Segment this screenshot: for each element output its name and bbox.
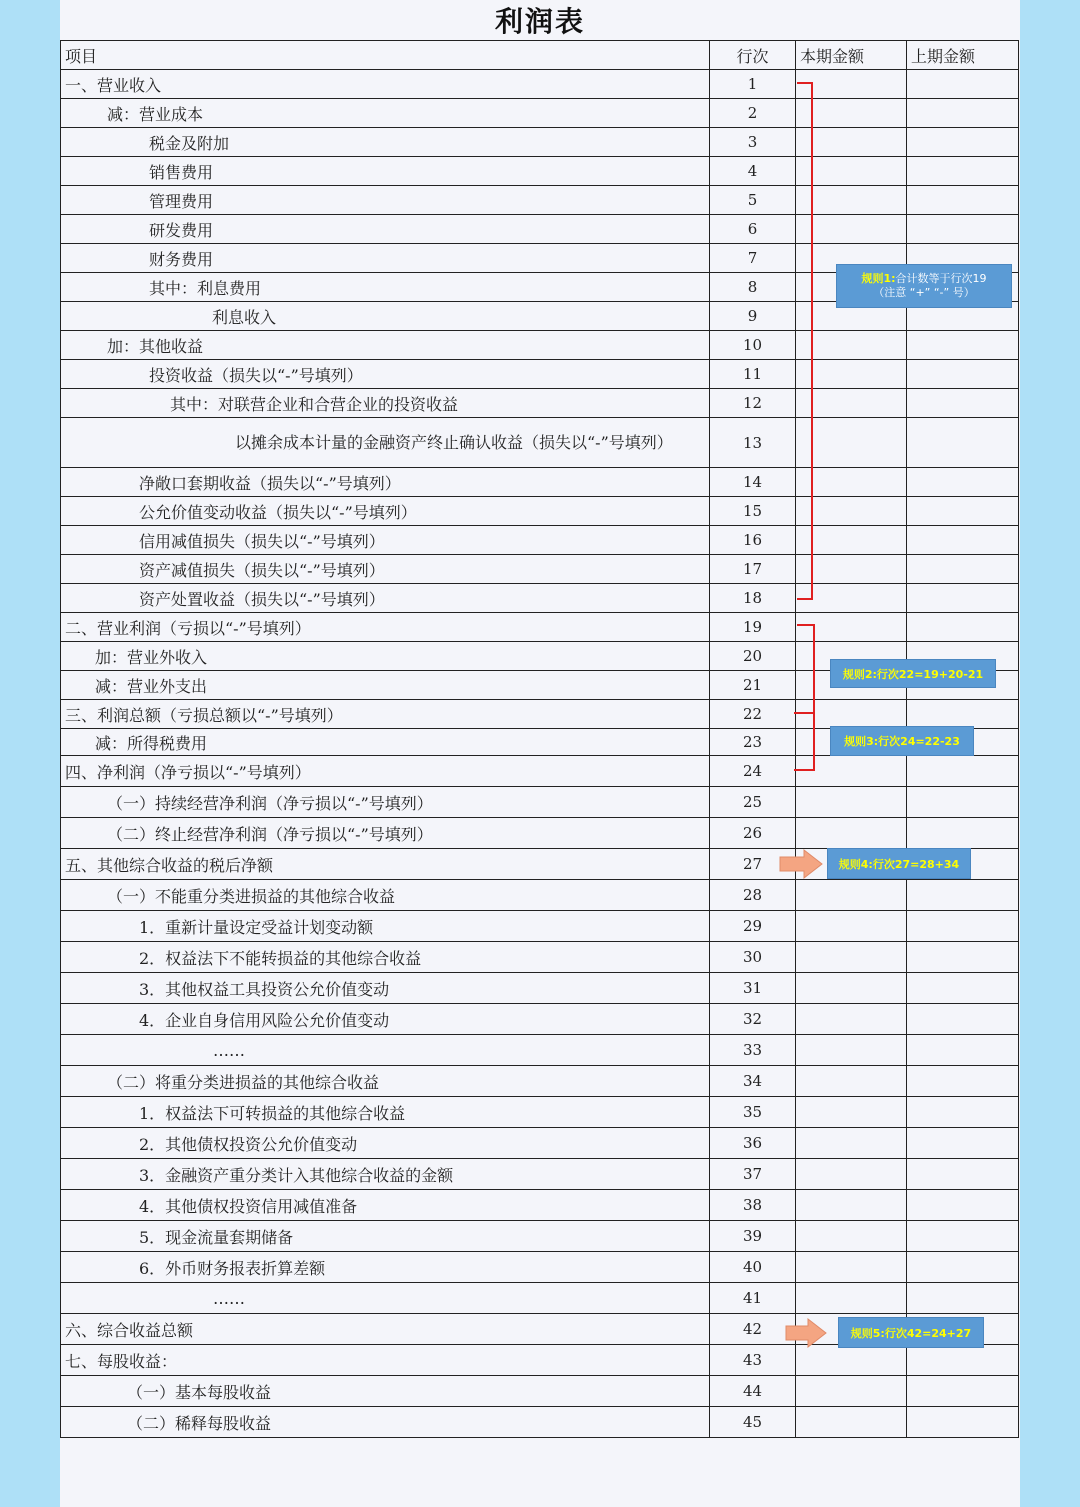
bracket-rule1: [797, 83, 812, 599]
row-number: 20: [710, 642, 796, 671]
row-label: 四、净利润（净亏损以“-”号填列）: [61, 756, 710, 787]
note-rule1-line2: （注意 “+” “-” 号）: [873, 286, 975, 299]
row-number: 12: [710, 389, 796, 418]
row-label: 2．权益法下不能转损益的其他综合收益: [61, 942, 710, 973]
row-number: 39: [710, 1221, 796, 1252]
row-label: 一、营业收入: [61, 70, 710, 99]
bracket-rule2: [794, 625, 814, 713]
row-number: 35: [710, 1097, 796, 1128]
note-rule1: [836, 264, 1012, 308]
note-rule5: 规则5:行次42=24+27: [838, 1317, 984, 1348]
row-number: 9: [710, 302, 796, 331]
row-number: 21: [710, 671, 796, 700]
row-number: 37: [710, 1159, 796, 1190]
row-number: 33: [710, 1035, 796, 1066]
row-number: 2: [710, 99, 796, 128]
row-number: 6: [710, 215, 796, 244]
row-label: 加：营业外收入: [61, 642, 710, 671]
row-number: 19: [710, 613, 796, 642]
row-number: 42: [710, 1314, 796, 1345]
row-label: 销售费用: [61, 157, 710, 186]
row-label: 资产处置收益（损失以“-”号填列）: [61, 584, 710, 613]
row-number: 36: [710, 1128, 796, 1159]
row-label: 其中：对联营企业和合营企业的投资收益: [61, 389, 710, 418]
row-label: 4．企业自身信用风险公允价值变动: [61, 1004, 710, 1035]
row-label: 减：所得税费用: [61, 729, 710, 756]
header-line: 行次: [710, 41, 796, 70]
row-number: 27: [710, 849, 796, 880]
row-label: 4．其他债权投资信用减值准备: [61, 1190, 710, 1221]
row-label: 管理费用: [61, 186, 710, 215]
row-number: 10: [710, 331, 796, 360]
row-number: 3: [710, 128, 796, 157]
row-number: 15: [710, 497, 796, 526]
row-label: （二）稀释每股收益: [61, 1407, 710, 1438]
row-label: 3．金融资产重分类计入其他综合收益的金额: [61, 1159, 710, 1190]
row-label: 1．权益法下可转损益的其他综合收益: [61, 1097, 710, 1128]
row-label: 七、每股收益：: [61, 1345, 710, 1376]
row-number: 38: [710, 1190, 796, 1221]
row-label: 减：营业外支出: [61, 671, 710, 700]
arrow-rule5-icon: [786, 1319, 826, 1347]
row-label: 投资收益（损失以“-”号填列）: [61, 360, 710, 389]
row-label: （二）终止经营净利润（净亏损以“-”号填列）: [61, 818, 710, 849]
row-number: 44: [710, 1376, 796, 1407]
row-number: 31: [710, 973, 796, 1004]
row-label: 减：营业成本: [61, 99, 710, 128]
header-current: 本期金额: [796, 41, 907, 70]
row-number: 26: [710, 818, 796, 849]
note-rule3: 规则3:行次24=22-23: [830, 726, 974, 756]
row-label: 税金及附加: [61, 128, 710, 157]
row-label: 利息收入: [61, 302, 710, 331]
row-number: 23: [710, 729, 796, 756]
row-number: 5: [710, 186, 796, 215]
note-rule1-head: 规则1:: [861, 272, 896, 285]
bracket-rule3: [794, 713, 814, 770]
row-label: （一）持续经营净利润（净亏损以“-”号填列）: [61, 787, 710, 818]
row-number: 11: [710, 360, 796, 389]
row-number: 22: [710, 700, 796, 729]
row-label: 3．其他权益工具投资公允价值变动: [61, 973, 710, 1004]
row-number: 24: [710, 756, 796, 787]
arrow-rule4-icon: [780, 850, 822, 878]
row-number: 1: [710, 70, 796, 99]
row-label: 二、营业利润（亏损以“-”号填列）: [61, 613, 710, 642]
row-number: 4: [710, 157, 796, 186]
row-label: 以摊余成本计量的金融资产终止确认收益（损失以“-”号填列）: [61, 418, 710, 468]
row-number: 8: [710, 273, 796, 302]
row-number: 30: [710, 942, 796, 973]
note-rule2: 规则2:行次22=19+20-21: [830, 659, 996, 688]
note-rule4: 规则4:行次27=28+34: [827, 848, 971, 879]
row-number: 16: [710, 526, 796, 555]
row-number: 25: [710, 787, 796, 818]
row-label: （二）将重分类进损益的其他综合收益: [61, 1066, 710, 1097]
row-label: 5．现金流量套期储备: [61, 1221, 710, 1252]
row-label: （一）基本每股收益: [61, 1376, 710, 1407]
row-label: 财务费用: [61, 244, 710, 273]
page-title: 利润表: [494, 5, 585, 38]
row-number: 17: [710, 555, 796, 584]
row-label: 其中：利息费用: [61, 273, 710, 302]
row-label: 公允价值变动收益（损失以“-”号填列）: [61, 497, 710, 526]
row-number: 18: [710, 584, 796, 613]
note-rule1-body: 合计数等于行次19: [895, 272, 987, 285]
row-label: 资产减值损失（损失以“-”号填列）: [61, 555, 710, 584]
row-label: ……: [61, 1035, 710, 1066]
header-previous: 上期金额: [907, 41, 1019, 70]
row-label: 六、综合收益总额: [61, 1314, 710, 1345]
row-number: 7: [710, 244, 796, 273]
row-number: 45: [710, 1407, 796, 1438]
row-label: 1．重新计量设定受益计划变动额: [61, 911, 710, 942]
row-number: 29: [710, 911, 796, 942]
row-number: 13: [710, 418, 796, 468]
row-number: 28: [710, 880, 796, 911]
row-label: 五、其他综合收益的税后净额: [61, 849, 710, 880]
header-item: 项目: [61, 41, 710, 70]
row-label: 三、利润总额（亏损总额以“-”号填列）: [61, 700, 710, 729]
row-label: 净敞口套期收益（损失以“-”号填列）: [61, 468, 710, 497]
row-label: 2．其他债权投资公允价值变动: [61, 1128, 710, 1159]
row-number: 40: [710, 1252, 796, 1283]
row-label: ……: [61, 1283, 710, 1314]
row-number: 14: [710, 468, 796, 497]
row-label: 信用减值损失（损失以“-”号填列）: [61, 526, 710, 555]
row-label: 加：其他收益: [61, 331, 710, 360]
row-number: 34: [710, 1066, 796, 1097]
row-number: 41: [710, 1283, 796, 1314]
row-label: 研发费用: [61, 215, 710, 244]
row-label: （一）不能重分类进损益的其他综合收益: [61, 880, 710, 911]
row-number: 43: [710, 1345, 796, 1376]
row-number: 32: [710, 1004, 796, 1035]
row-label: 6．外币财务报表折算差额: [61, 1252, 710, 1283]
